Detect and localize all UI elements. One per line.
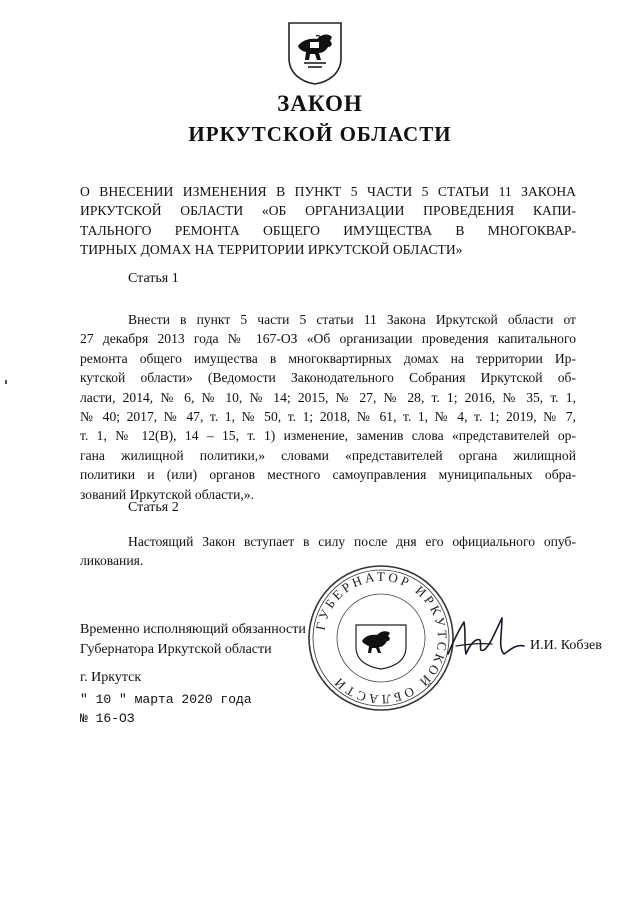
place-of-signing: г. Иркутск: [80, 670, 142, 685]
text-line: ликования.: [80, 553, 144, 569]
seal-text: ГУБЕРНАТОР ИРКУТСКОЙ ОБЛАСТИ: [312, 568, 451, 708]
text-line: гана жилищной политики,» словами «представителей органа жилищной: [80, 447, 576, 463]
signing-date: " 10 " марта 2020 года: [80, 692, 252, 707]
subject-line: ИРКУТСКОЙ ОБЛАСТИ «ОБ ОРГАНИЗАЦИИ ПРОВЕДЕНИЯ КАПИ-: [80, 203, 576, 219]
subject-line: ТИРНЫХ ДОМАХ НА ТЕРРИТОРИИ ИРКУТСКОЙ ОБЛАСТИ»: [80, 242, 463, 258]
subject-line: ТАЛЬНОГО РЕМОНТА ОБЩЕГО ИМУЩЕСТВА В МНОГОКВАР-: [80, 222, 576, 238]
official-seal-icon: [306, 563, 456, 713]
law-subject: [80, 182, 576, 260]
margin-mark: [5, 380, 7, 384]
signatory-name: И.И. Кобзев: [530, 638, 602, 653]
law-region: ИРКУТСКОЙ ОБЛАСТИ: [188, 122, 452, 146]
handwritten-signature-icon: [440, 610, 540, 666]
signatory-position: [80, 620, 306, 659]
text-line: т. 1, № 12(В), 14 – 15, т. 1) изменение, заменив слова «представителей ор-: [80, 428, 576, 444]
text-line: ласти, 2014, № 6, № 10, № 14; 2015, № 27, № 28, т. 1; 2016, № 35, т. 1,: [80, 389, 576, 405]
position-line: Губернатора Иркутской области: [80, 641, 272, 657]
date-and-number: [80, 690, 252, 728]
position-line: Временно исполняющий обязанности: [80, 622, 306, 637]
text-line: Настоящий Закон вступает в силу после дня его официального опуб-: [128, 534, 576, 549]
text-line: 27 декабря 2013 года № 167-ОЗ «Об организации проведения капитального: [80, 331, 576, 347]
subject-line: О ВНЕСЕНИИ ИЗМЕНЕНИЯ В ПУНКТ 5 ЧАСТИ 5 СТАТЬИ 11 ЗАКОНА: [80, 184, 576, 199]
text-line: Внести в пункт 5 части 5 статьи 11 Закона Иркутской области от: [128, 312, 576, 327]
article-2-heading: Статья 2: [128, 500, 179, 515]
article-1-heading: Статья 1: [128, 271, 179, 286]
coat-of-arms-icon: [286, 20, 344, 86]
law-title: ЗАКОН: [277, 91, 363, 116]
text-line: зований Иркутской области,».: [80, 486, 254, 502]
article-1-text: [80, 310, 576, 504]
text-line: политики и (или) органов местного самоуправления муниципальных обра-: [80, 467, 576, 483]
text-line: кутской области» (Ведомости Законодательного Собрания Иркутской об-: [80, 370, 576, 386]
text-line: № 40; 2017, № 47, т. 1, № 50, т. 1; 2018, № 61, т. 1, № 4, т. 1; 2019, № 7,: [80, 409, 576, 425]
text-line: ремонта общего имущества в многоквартирных домах на территории Ир-: [80, 350, 576, 366]
law-number: № 16-ОЗ: [80, 711, 135, 726]
